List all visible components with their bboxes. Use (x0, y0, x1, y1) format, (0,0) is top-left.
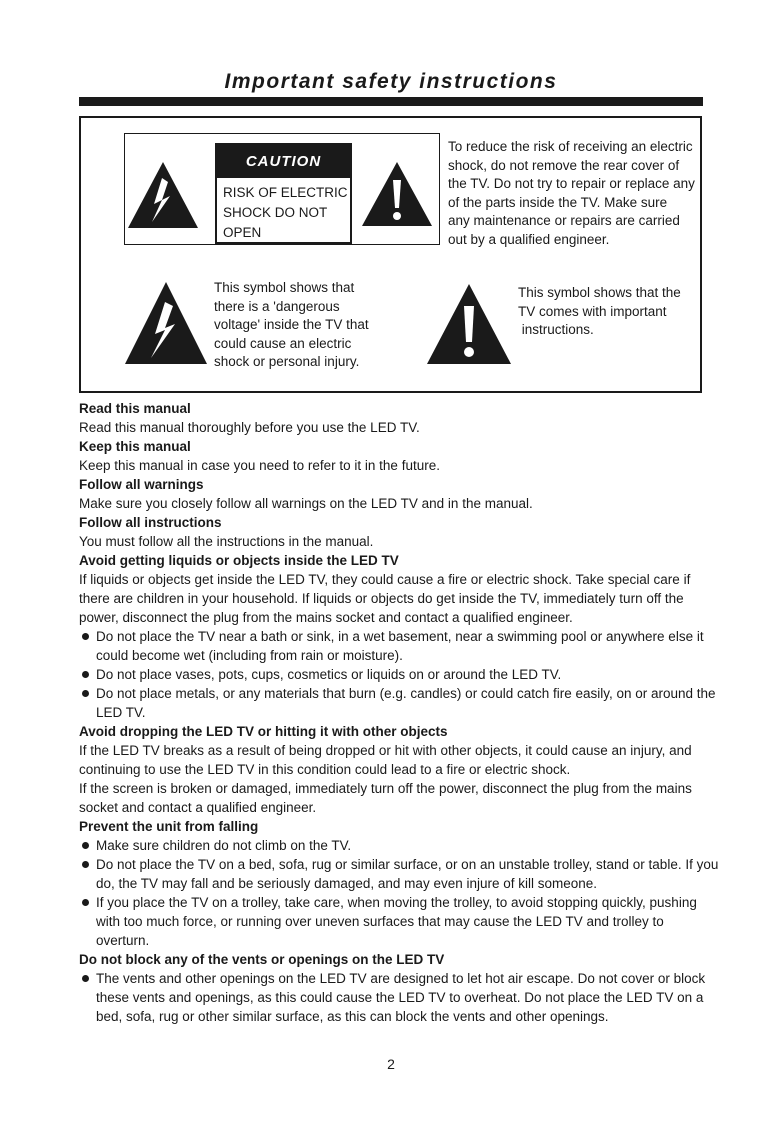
bullet-item: If you place the TV on a trolley, take care, when moving the trolley, to avoid stopping quickly, pushing with too much force, or running over uneven surfaces that may cause the LED TV and trolley to overturn. (79, 893, 719, 950)
bullet-item: Do not place metals, or any materials that burn (e.g. candles) or could catch fire easily, on or around the LED TV. (79, 684, 719, 722)
paragraph: Keep this manual in case you need to refer to it in the future. (79, 458, 440, 473)
paragraph: Make sure you closely follow all warnings on the LED TV and in the manual. (79, 496, 533, 511)
paragraph: If the LED TV breaks as a result of being dropped or hit with other objects, it could cause an injury, and continuing to use the LED TV in this condition could lead to a fire or electric shock. (79, 743, 692, 777)
bullet-item: Do not place the TV on a bed, sofa, rug or similar surface, or on an unstable trolley, stand or table. If you do, the TV may fall and be seriously damaged, and may even injure of kill someone. (79, 855, 719, 893)
caution-text: RISK OF ELECTRIC SHOCK DO NOT OPEN (223, 185, 348, 240)
section-heading: Follow all warnings (79, 477, 204, 492)
dangerous-voltage-icon (123, 280, 209, 366)
title-underline-bar (79, 97, 703, 106)
page-number: 2 (387, 1056, 395, 1072)
paragraph: If the screen is broken or damaged, immediately turn off the power, disconnect the plug from the mains socket and contact a qualified engineer. (79, 781, 692, 815)
lightning-warning-icon (126, 160, 200, 230)
section-heading: Keep this manual (79, 439, 191, 454)
section-heading: Follow all instructions (79, 515, 222, 530)
section-heading: Do not block any of the vents or openings on the LED TV (79, 952, 445, 967)
bullet-item: Do not place vases, pots, cups, cosmetics or liquids on or around the LED TV. (79, 665, 719, 684)
bullet-item: Do not place the TV near a bath or sink, in a wet basement, near a swimming pool or anywhere else it could become wet (including from rain or moisture). (79, 627, 719, 665)
exclamation-warning-icon (360, 160, 434, 228)
safety-instructions-body (79, 399, 719, 1026)
important-instructions-icon (425, 282, 513, 366)
bullet-item: Make sure children do not climb on the TV. (79, 836, 719, 855)
paragraph: You must follow all the instructions in the manual. (79, 534, 374, 549)
paragraph: If liquids or objects get inside the LED TV, they could cause a fire or electric shock. Take special care if there are children in your household. If liquids or objects do get inside the TV, immediately turn off the power, disconnect the plug from the mains socket and contact a qualified engineer. (79, 572, 691, 625)
page-title: Important safety instructions (224, 70, 558, 93)
rear-cover-warning-text: To reduce the risk of receiving an electric shock, do not remove the rear cover of the TV. Do not try to repair or replace any of the parts inside the TV. Make sure any maintenance or repairs are carried out by a qualified engineer. (448, 139, 695, 247)
section-heading: Avoid getting liquids or objects inside the LED TV (79, 553, 399, 568)
section-heading: Read this manual (79, 401, 191, 416)
caution-label (215, 143, 352, 244)
paragraph: Read this manual thoroughly before you use the LED TV. (79, 420, 420, 435)
bullet-item: The vents and other openings on the LED TV are designed to let hot air escape. Do not cover or block these vents and openings, as this could cause the LED TV to overheat. Do not place the LED TV on a bed, sofa, rug or other similar surface, as this can block the vents and other openings. (79, 969, 719, 1026)
section-heading: Prevent the unit from falling (79, 819, 259, 834)
section-heading: Avoid dropping the LED TV or hitting it with other objects (79, 724, 448, 739)
caution-heading: CAUTION (217, 145, 350, 178)
instructions-symbol-text: This symbol shows that the TV comes with important instructions. (518, 285, 681, 337)
voltage-symbol-text: This symbol shows that there is a 'dangerous voltage' inside the TV that could cause an electric shock or personal injury. (214, 280, 369, 369)
